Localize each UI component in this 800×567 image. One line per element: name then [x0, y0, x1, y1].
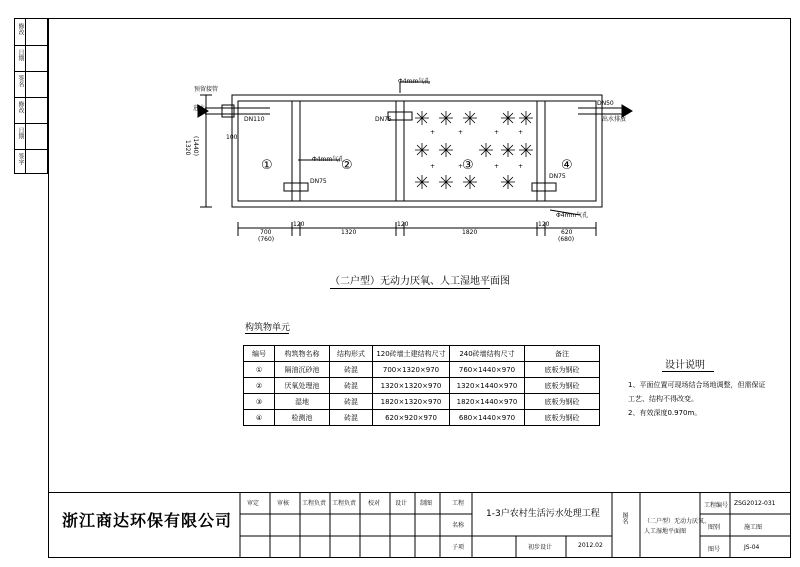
project-name: 1-3户农村生活污水处理工程 [486, 509, 600, 519]
bottom-dim: 120 [538, 221, 550, 228]
role-label: 制图 [420, 500, 433, 507]
date: 2012.02 [578, 542, 603, 549]
cell: 隔油沉砂池 [275, 362, 330, 378]
vent-label: Φ4mm气孔 [312, 156, 345, 163]
strip-label: 日期 [17, 127, 24, 139]
table-row [244, 362, 600, 378]
bottom-dim-sub: (760) [258, 236, 275, 243]
col-header: 结构形式 [330, 346, 373, 362]
units-title: 构筑物单元 [245, 323, 291, 333]
cell: 底板为钢砼 [525, 394, 600, 410]
col-header: 240砖墙结构尺寸 [450, 346, 525, 362]
col-header: 构筑物名称 [275, 346, 330, 362]
plan-caption: （二户型）无动力厌氧、人工湿地平面图 [330, 276, 510, 287]
height-dim-alt: (1440) [192, 136, 199, 156]
dim-100: 100 [226, 134, 238, 141]
bottom-dim: 620 [561, 229, 573, 236]
cell: ③ [244, 394, 275, 410]
cell: 760×1440×970 [450, 362, 525, 378]
pipe-dn75: DN75 [375, 116, 392, 123]
bottom-dim: 700 [260, 229, 272, 236]
svg-text:+: + [494, 163, 500, 170]
cell: ④ [244, 410, 275, 426]
svg-text:+: + [518, 129, 524, 136]
sheet-label: 图号 [708, 546, 721, 553]
chamber-4: ④ [561, 158, 573, 173]
cell: 砖混 [330, 362, 373, 378]
bottom-dim: 1820 [462, 229, 478, 236]
height-dim: 1320 [184, 140, 191, 156]
cell: 检测池 [275, 410, 330, 426]
svg-text:+: + [430, 129, 436, 136]
caption-underline [330, 288, 490, 289]
drawing-name: 人工湿地平面图 [644, 528, 687, 535]
table-row [244, 394, 600, 410]
cell: 1320×1320×970 [373, 378, 450, 394]
col-header: 编号 [244, 346, 275, 362]
col-header: 备注 [525, 346, 600, 362]
svg-text:+: + [494, 129, 500, 136]
design-note-line: 工艺、结构不得改变。 [628, 395, 698, 403]
col-header: 120砖墙土建结构尺寸 [373, 346, 450, 362]
role-label: 设计 [395, 500, 408, 507]
table-row [244, 378, 600, 394]
cell: 底板为钢砼 [525, 410, 600, 426]
role-label: 工程负责 [302, 500, 327, 507]
design-stage: 初步设计 [528, 544, 553, 551]
cell: 砖混 [330, 394, 373, 410]
company-name: 浙江商达环保有限公司 [62, 511, 233, 530]
inlet-pipe-note: 预留接管 [194, 86, 219, 93]
svg-text:+: + [458, 163, 464, 170]
cell: 砖混 [330, 410, 373, 426]
subitem-label: 子项 [452, 544, 465, 551]
role-label: 校对 [368, 500, 381, 507]
strip-label: 签字 [17, 153, 24, 165]
cell: ② [244, 378, 275, 394]
chamber-2: ② [341, 158, 353, 173]
bottom-dim-sub: (680) [558, 236, 575, 243]
project-label: 名称 [452, 522, 465, 529]
bottom-dim: 120 [397, 221, 409, 228]
cell: 砖混 [330, 378, 373, 394]
bottom-dim: 120 [293, 221, 305, 228]
strip-label: 修改 [17, 101, 24, 113]
role-label: 审定 [247, 500, 260, 507]
cell: 底板为钢砼 [525, 362, 600, 378]
vent-label: Φ4mm气孔 [398, 78, 431, 85]
pipe-dn50: DN50 [597, 100, 614, 107]
cell: 620×920×970 [373, 410, 450, 426]
design-note-line: 1、平面位置可现场结合场地调整，但需保证 [628, 381, 766, 389]
role-label: 工程负责 [332, 500, 357, 507]
drawing-label: 图名 [621, 512, 628, 524]
design-note-line: 2、有效深度0.970m。 [628, 409, 702, 417]
table-row [244, 410, 600, 426]
project-label: 工程 [452, 500, 465, 507]
role-label: 审核 [277, 500, 290, 507]
sheet-number: JS-04 [744, 544, 760, 551]
design-notes-title: 设计说明 [665, 360, 705, 371]
svg-text:+: + [430, 163, 436, 170]
units-underline [245, 333, 289, 334]
project-no-label: 工程编号 [704, 502, 729, 509]
category-label: 图别 [708, 524, 721, 531]
cell: 1320×1440×970 [450, 378, 525, 394]
cell: 680×1440×970 [450, 410, 525, 426]
cell: 1820×1440×970 [450, 394, 525, 410]
cell: 底板为钢砼 [525, 378, 600, 394]
cell: ① [244, 362, 275, 378]
pipe-dn75: DN75 [549, 173, 566, 180]
chamber-3: ③ [462, 158, 474, 173]
svg-text:+: + [458, 129, 464, 136]
chamber-1: ① [261, 158, 273, 173]
table-header-row [244, 346, 600, 362]
vent-label: Φ4mm气孔 [556, 212, 589, 219]
svg-text:+: + [518, 163, 524, 170]
project-no: ZSG2012-031 [734, 500, 776, 507]
outlet-label: 出水排放 [602, 116, 627, 123]
strip-label: 日期 [17, 49, 24, 61]
drawing-name: （二户型）无动力厌氧、 [644, 518, 711, 525]
cell: 700×1320×970 [373, 362, 450, 378]
strip-label: 签名 [17, 75, 24, 87]
cell: 1820×1320×970 [373, 394, 450, 410]
pipe-dn110: DN110 [244, 116, 265, 123]
units-table [243, 345, 600, 426]
cell: 湿地 [275, 394, 330, 410]
inlet-label: 进水 [193, 105, 206, 112]
pipe-dn75: DN75 [310, 178, 327, 185]
category: 施工图 [744, 524, 763, 531]
design-notes-underline [662, 371, 714, 372]
strip-label: 修改 [17, 23, 24, 35]
cell: 厌氧处理池 [275, 378, 330, 394]
bottom-dim: 1320 [341, 229, 357, 236]
